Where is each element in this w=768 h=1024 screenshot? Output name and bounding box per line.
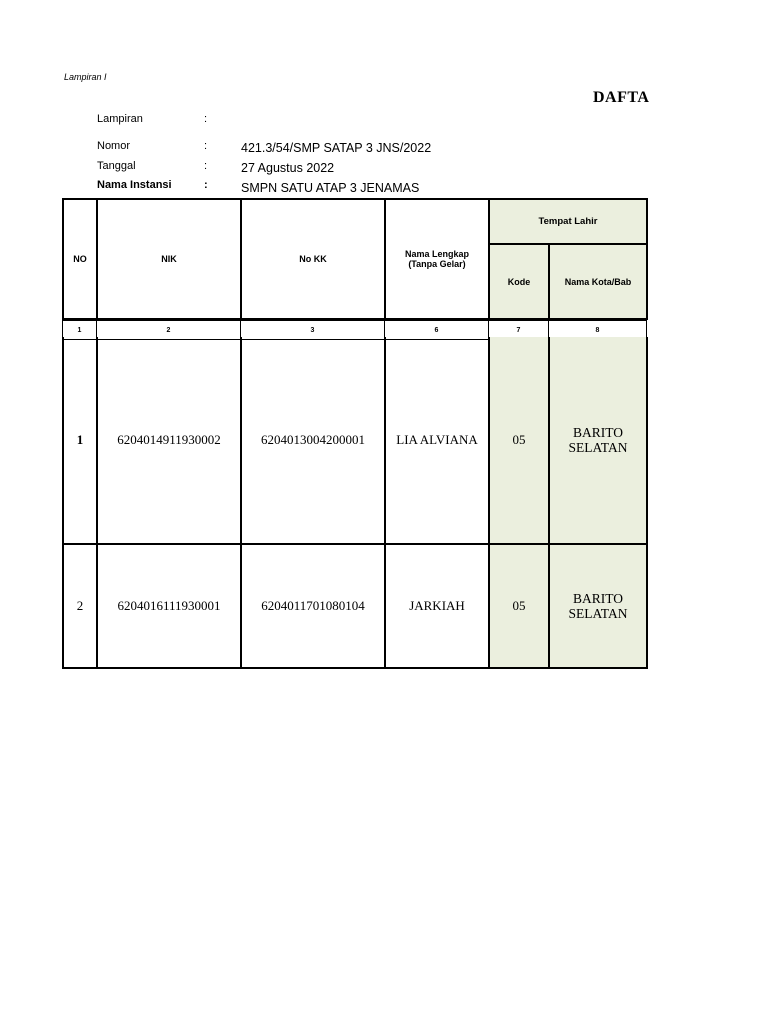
header-tempat-lahir: Tempat Lahir: [489, 199, 647, 244]
row-nik: 6204016111930001: [97, 544, 241, 668]
nomor-colon: :: [204, 140, 208, 152]
lampiran-top-label: Lampiran I: [64, 72, 107, 82]
column-number: 2: [97, 320, 241, 340]
row-kota-line2: SELATAN: [568, 440, 628, 455]
header-nama-kota: Nama Kota/Bab: [549, 244, 647, 319]
lampiran-colon: :: [204, 113, 208, 125]
row-nama-kota: [549, 544, 647, 668]
table-row: [63, 544, 647, 668]
row-no: 1: [63, 337, 97, 544]
header-kode: Kode: [489, 244, 549, 319]
table-header: [62, 198, 648, 320]
row-nik: 6204014911930002: [97, 337, 241, 544]
row-no: 2: [63, 544, 97, 668]
column-number: 6: [385, 320, 489, 340]
column-number: 3: [241, 320, 385, 340]
row-nama: JARKIAH: [385, 544, 489, 668]
row-no-kk: 6204013004200001: [241, 337, 385, 544]
header-no-kk: No KK: [241, 199, 385, 319]
table-row: [63, 337, 647, 544]
tanggal-value: 27 Agustus 2022: [241, 161, 335, 175]
header-nik: NIK: [97, 199, 241, 319]
instansi-label: Nama Instansi: [97, 179, 172, 191]
row-nama-kota: [549, 337, 647, 544]
header-nama-line2: (Tanpa Gelar): [408, 259, 466, 269]
header-nama-line1: Nama Lengkap: [404, 249, 470, 259]
row-nama: LIA ALVIANA: [385, 337, 489, 544]
instansi-value: SMPN SATU ATAP 3 JENAMAS: [241, 181, 420, 195]
nomor-label: Nomor: [97, 140, 131, 152]
column-number: 1: [63, 320, 97, 340]
lampiran-label: Lampiran: [97, 113, 143, 125]
header-nama-lengkap: [385, 199, 489, 319]
tanggal-colon: :: [204, 160, 208, 172]
column-number: 7: [489, 320, 549, 340]
row-kode: 05: [489, 337, 549, 544]
row-kota-line1: BARITO: [572, 591, 623, 606]
data-table: [62, 337, 648, 669]
tanggal-label: Tanggal: [97, 160, 136, 172]
row-kode: 05: [489, 544, 549, 668]
header-no: NO: [63, 199, 97, 319]
page-title: DAFTA: [593, 89, 650, 106]
row-kota-line2: SELATAN: [568, 606, 628, 621]
row-no-kk: 6204011701080104: [241, 544, 385, 668]
column-number: 8: [549, 320, 647, 340]
row-kota-line1: BARITO: [572, 425, 623, 440]
instansi-colon: :: [204, 179, 208, 191]
nomor-value: 421.3/54/SMP SATAP 3 JNS/2022: [241, 141, 432, 155]
